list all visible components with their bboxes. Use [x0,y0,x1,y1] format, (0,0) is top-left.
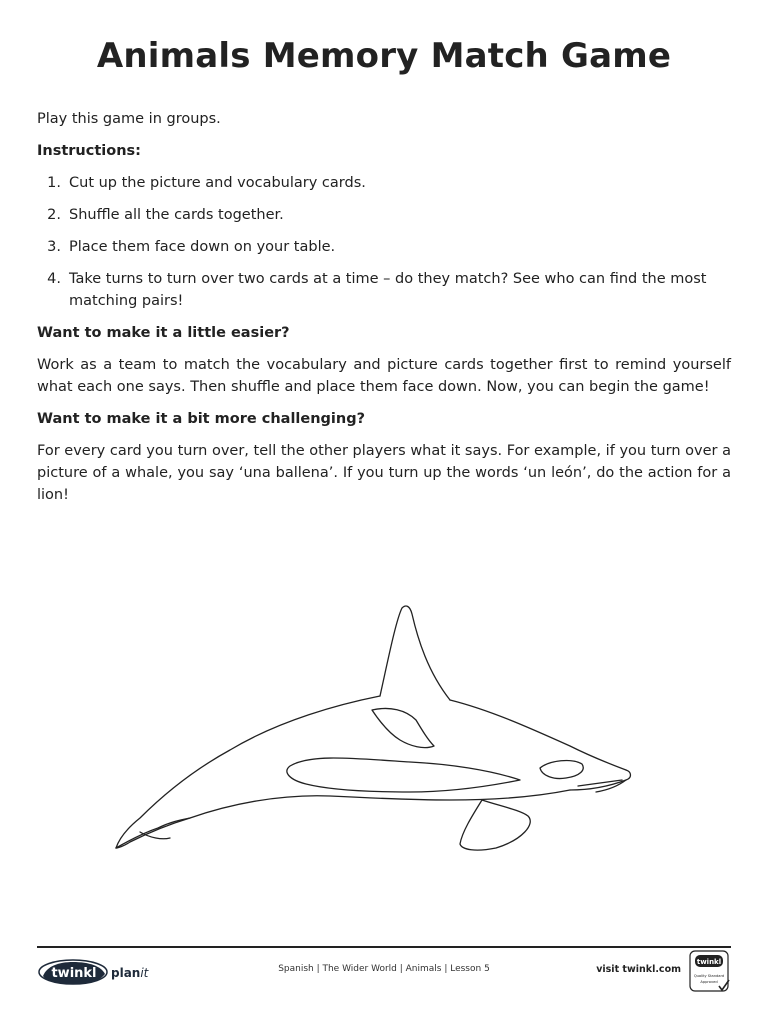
list-item [37,204,731,226]
page-footer [37,950,731,994]
step-number: 4. [47,271,61,287]
page-title: Animals Memory Match Game [96,36,672,76]
instructions-heading: Instructions: [37,143,141,159]
easier-heading: Want to make it a little easier? [37,325,290,341]
easier-text: Work as a team to match the vocabulary and picture cards together first to remind yourself what each one says. Then shuffle and place them face down. Now, you can begin the game! [37,357,731,395]
list-item [37,172,731,194]
intro-text: Play this game in groups. [37,111,221,127]
badge-line1: Quality Standard [693,974,725,978]
list-item [37,236,731,258]
footer-url-link[interactable]: visit twinkl.com [596,964,681,975]
list-item [37,268,731,312]
challenging-text: For every card you turn over, tell the other players what it says. For example, if you turn over a picture of a whale, you say ‘una ballena’. If you turn up the words ‘un león’, do the action for a lion! [37,443,731,503]
orca-whale-drawing-icon [110,600,640,860]
badge-line2: Approved [700,980,718,984]
instructions-content [37,108,731,516]
logo-it: it [140,966,149,980]
footer-lesson-info: Spanish | The Wider World | Animals | Lesson 5 [278,964,490,974]
badge-brand: twinkl [696,958,722,966]
step-number: 2. [47,207,61,223]
footer-divider [37,946,731,948]
steps-list [37,172,731,312]
quality-badge-icon [689,950,731,994]
step-text: Place them face down on your table. [69,239,336,255]
step-text: Take turns to turn over two cards at a time – do they match? See who can find the most matching pairs! [69,271,707,309]
step-text: Cut up the picture and vocabulary cards. [69,175,366,191]
step-number: 1. [47,175,61,191]
challenging-heading: Want to make it a bit more challenging? [37,411,366,427]
step-number: 3. [47,239,61,255]
step-text: Shuffle all the cards together. [69,207,284,223]
logo-plan: plan [111,966,141,980]
logo-wordmark: twinkl [51,966,97,981]
